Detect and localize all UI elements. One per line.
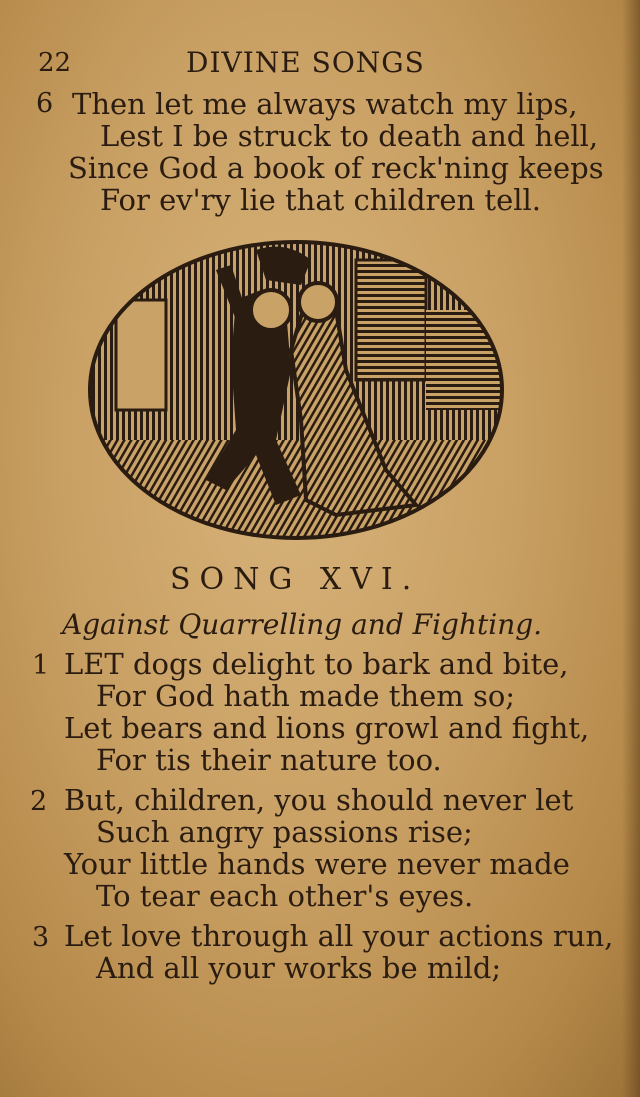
woodcut-illustration [86,240,510,550]
verse-number: 3 [32,922,50,953]
verse-line: For God hath made them so; [96,679,516,713]
verse-line: To tear each other's eyes. [96,879,474,913]
verse-line: Such angry passions rise; [96,815,473,849]
running-head: DIVINE SONGS [186,46,425,79]
song-title: SONG XVI. [170,562,421,597]
page-number: 22 [38,48,72,78]
verse-line: Let bears and lions growl and fight, [64,711,590,745]
verse-line: For tis their nature too. [96,743,442,777]
song-subtitle: Against Quarrelling and Fighting. [62,608,543,641]
verse-line: LET dogs delight to bark and bite, [64,647,569,681]
verse-line: Then let me always watch my lips, [72,87,578,121]
verse-number: 2 [30,786,48,817]
verse-line: But, children, you should never let [64,783,574,817]
page-edge-shadow [622,0,640,1097]
verse-line: For ev'ry lie that children tell. [100,183,542,217]
verse-line: Since God a book of reck'ning keeps [68,151,604,185]
verse-number: 1 [32,650,50,681]
verse-line: And all your works be mild; [96,951,502,985]
verse-line: Lest I be struck to death and hell, [100,119,599,153]
verse-line: Let love through all your actions run, [64,919,614,953]
verse-line: Your little hands were never made [64,847,570,881]
verse-number: 6 [36,88,54,119]
